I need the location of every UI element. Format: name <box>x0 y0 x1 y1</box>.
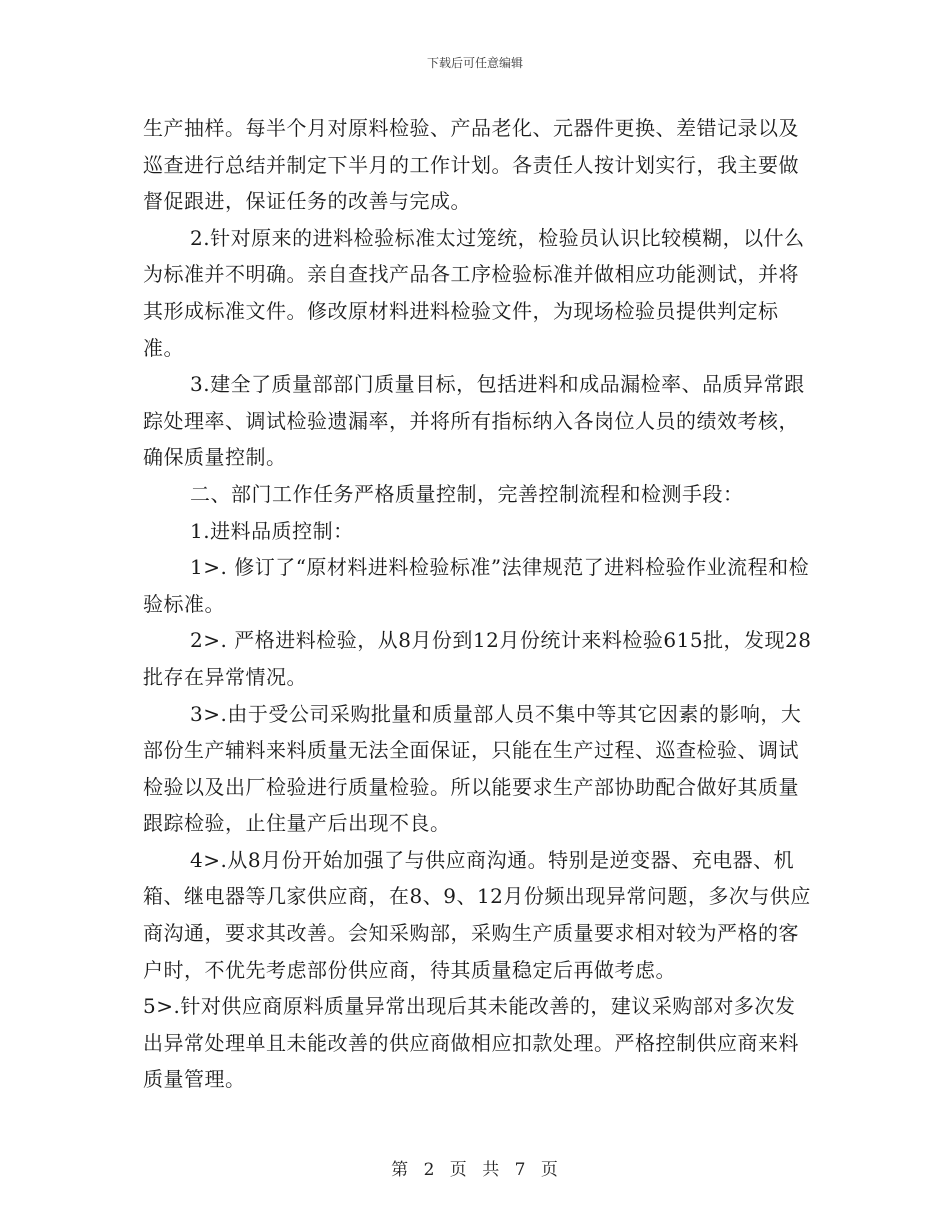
footer-total-label: 共 <box>482 1160 501 1180</box>
section-heading-2: 二、部门工作任务严格质量控制，完善控制流程和检测手段： <box>190 481 744 506</box>
footer-total-pages: 7 <box>514 1160 527 1180</box>
page-header: 下载后可任意编辑 <box>426 56 523 70</box>
footer-page-unit-2: 页 <box>540 1160 559 1180</box>
paragraph-point-1: 1>. 修订了“原材料进料检验标准”法律规范了进料检验作业流程和检验标准。 <box>143 555 810 616</box>
footer-page-unit: 页 <box>449 1160 468 1180</box>
page-footer <box>0 1155 950 1180</box>
paragraph-item-2: 2.针对原来的进料检验标准太过笼统，检验员认识比较模糊，以什么为标准并不明确。亲自查找产品各工序检验标准并做相应功能测试，并将其形成标准文件。修改原材料进料检验文件，为现场检验员提供判定标准。 <box>143 225 805 360</box>
footer-prefix: 第 <box>391 1160 410 1180</box>
paragraph-point-4: 4>.从8月份开始加强了与供应商沟通。特别是逆变器、充电器、机箱、继电器等几家供应商，在8、9、12月份频出现异常问题，多次与供应商沟通，要求其改善。会知采购部，采购生产质量要求相对较为严格的客户时，不优先考虑部份供应商，待其质量稳定后再做考虑。 <box>143 847 811 982</box>
subsection-heading-1: 1.进料品质控制： <box>190 518 354 543</box>
paragraph-item-3: 3.建全了质量部部门质量目标，包括进料和成品漏检率、品质异常跟踪处理率、调试检验遗漏率，并将所有指标纳入各岗位人员的绩效考核，确保质量控制。 <box>143 372 805 470</box>
paragraph-point-2: 2>. 严格进料检验，从8月份到12月份统计来料检验615批，发现28批存在异常情况。 <box>143 628 812 689</box>
paragraph-continuation: 生产抽样。每半个月对原料检验、产品老化、元器件更换、差错记录以及巡查进行总结并制定下半月的工作计划。各责任人按计划实行，我主要做督促跟进，保证任务的改善与完成。 <box>143 116 799 214</box>
footer-current-page: 2 <box>423 1160 436 1180</box>
paragraph-point-5: 5>.针对供应商原料质量异常出现后其未能改善的，建议采购部对多次发出异常处理单且未能改善的供应商做相应扣款处理。严格控制供应商来料质量管理。 <box>143 994 799 1092</box>
paragraph-point-3: 3>.由于受公司采购批量和质量部人员不集中等其它因素的影响，大部份生产辅料来料质量无法全面保证，只能在生产过程、巡查检验、调试检验以及出厂检验进行质量检验。所以能要求生产部协助配合做好其质量跟踪检验，止住量产后出现不良。 <box>143 701 802 836</box>
document-body <box>143 110 813 1098</box>
